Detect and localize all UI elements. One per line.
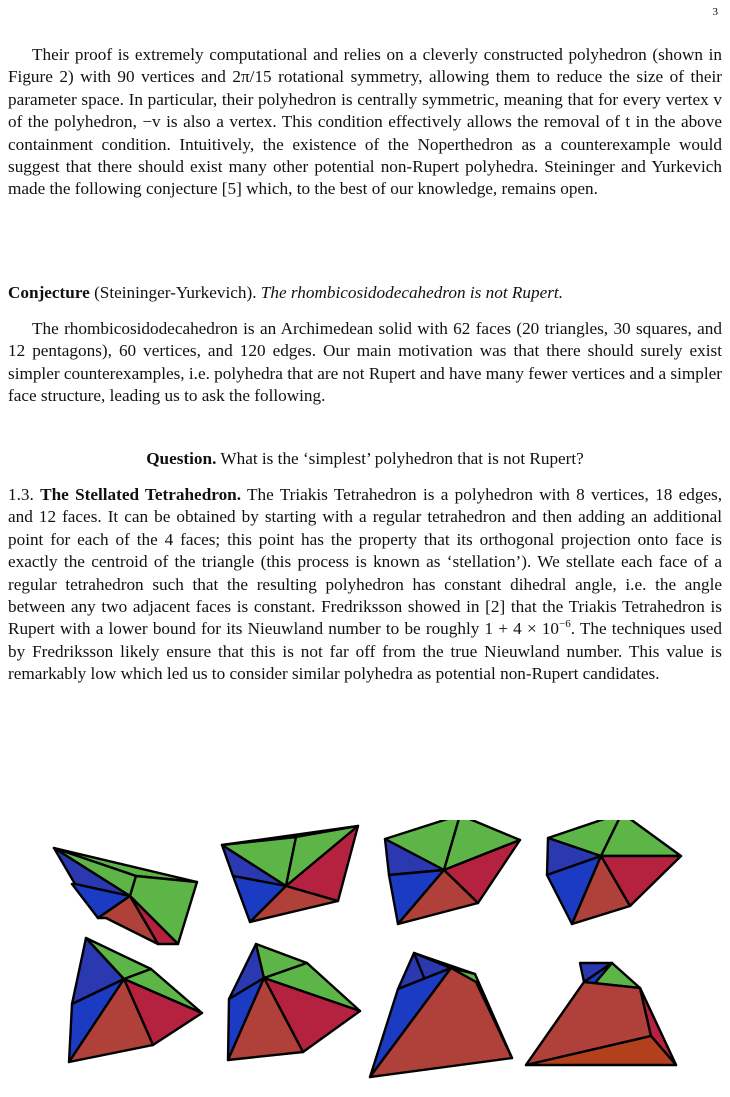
section-text-1: The Triakis Tetrahedron is a polyhedron with 8 vertices, 18 edges, and 12 faces. It can be obtained by starting with a regular tetrahedron and then adding an additional point for each of the 4 faces; this point has the property that its orthogonal projection onto face is exactly the centroid of the triangle (this process is known as ‘stellation’). We stellate each face of a regular tetrahedron such that the resulting polyhedron has constant dihedral angle, i.e. the angle between any two adjacent faces is constant. Fredriksson showed in [2] that the Triakis Tetrahedron is Rupert with a lower bound for its Nieuwland number to be roughly 1 + 4 × 10 bbox=[8, 485, 723, 639]
polyhedron-1 bbox=[54, 848, 197, 944]
paragraph-noperthedron: Their proof is extremely computational and relies on a cleverly constructed polyhedron (shown in Figure 2) with 90 vertices and 2π/15 rotational symmetry, allowing them to reduce the size of their parameter space. In particular, their polyhedron is centrally symmetric, meaning that for every vertex v of the polyhedron, −v is also a vertex. This condition effectively allows the removal of t in the above containment condition. Intuitively, the existence of the Noperthedron as a counterexample would suggest that there should exist many other potential non-Rupert polyhedra. Steininger and Yurkevich made the following conjecture [5] which, to the best of our knowledge, remains open. bbox=[8, 45, 722, 199]
conjecture bbox=[8, 282, 722, 304]
exponent: −6 bbox=[559, 618, 571, 631]
question-label: Question. bbox=[146, 449, 217, 468]
polyhedron-2 bbox=[222, 826, 358, 922]
section-stellated-tetrahedron bbox=[8, 484, 722, 686]
section-text-2: . The techniques used by Fredriksson likely ensure that this is not far off from the true Nieuwland number. This value is remarkably low which led us to consider similar polyhedra as potential non-Rupert candidates. bbox=[8, 619, 722, 684]
polyhedra-illustration bbox=[0, 820, 730, 1097]
conjecture-label: Conjecture bbox=[8, 283, 90, 302]
polyhedron-3 bbox=[385, 820, 520, 924]
conjecture-statement: The rhombicosidodecahedron is not Rupert. bbox=[260, 283, 563, 302]
figure-stellated-tetrahedron-projections bbox=[0, 820, 730, 1097]
paragraph-rhombicosidodecahedron: The rhombicosidodecahedron is an Archimedean solid with 62 faces (20 triangles, 30 squares, and 12 pentagons), 60 vertices, and 120 edges. Our main motivation was that there should surely exist simpler counterexamples, i.e. polyhedra that are not Rupert and have many fewer vertices and a simpler face structure, leading us to ask the following. bbox=[8, 319, 722, 406]
question bbox=[8, 448, 722, 470]
page-number: 3 bbox=[712, 6, 718, 18]
question-text: What is the ‘simplest’ polyhedron that is not Rupert? bbox=[220, 449, 584, 468]
polyhedron-5 bbox=[69, 938, 202, 1062]
section-number: 1.3. bbox=[8, 485, 34, 504]
polyhedron-4 bbox=[547, 820, 681, 924]
polyhedron-7 bbox=[370, 953, 512, 1077]
section-title: The Stellated Tetrahedron. bbox=[40, 485, 242, 504]
polyhedron-8 bbox=[526, 963, 676, 1065]
conjecture-attribution: (Steininger-Yurkevich). bbox=[94, 283, 257, 302]
polyhedron-6 bbox=[228, 944, 360, 1060]
